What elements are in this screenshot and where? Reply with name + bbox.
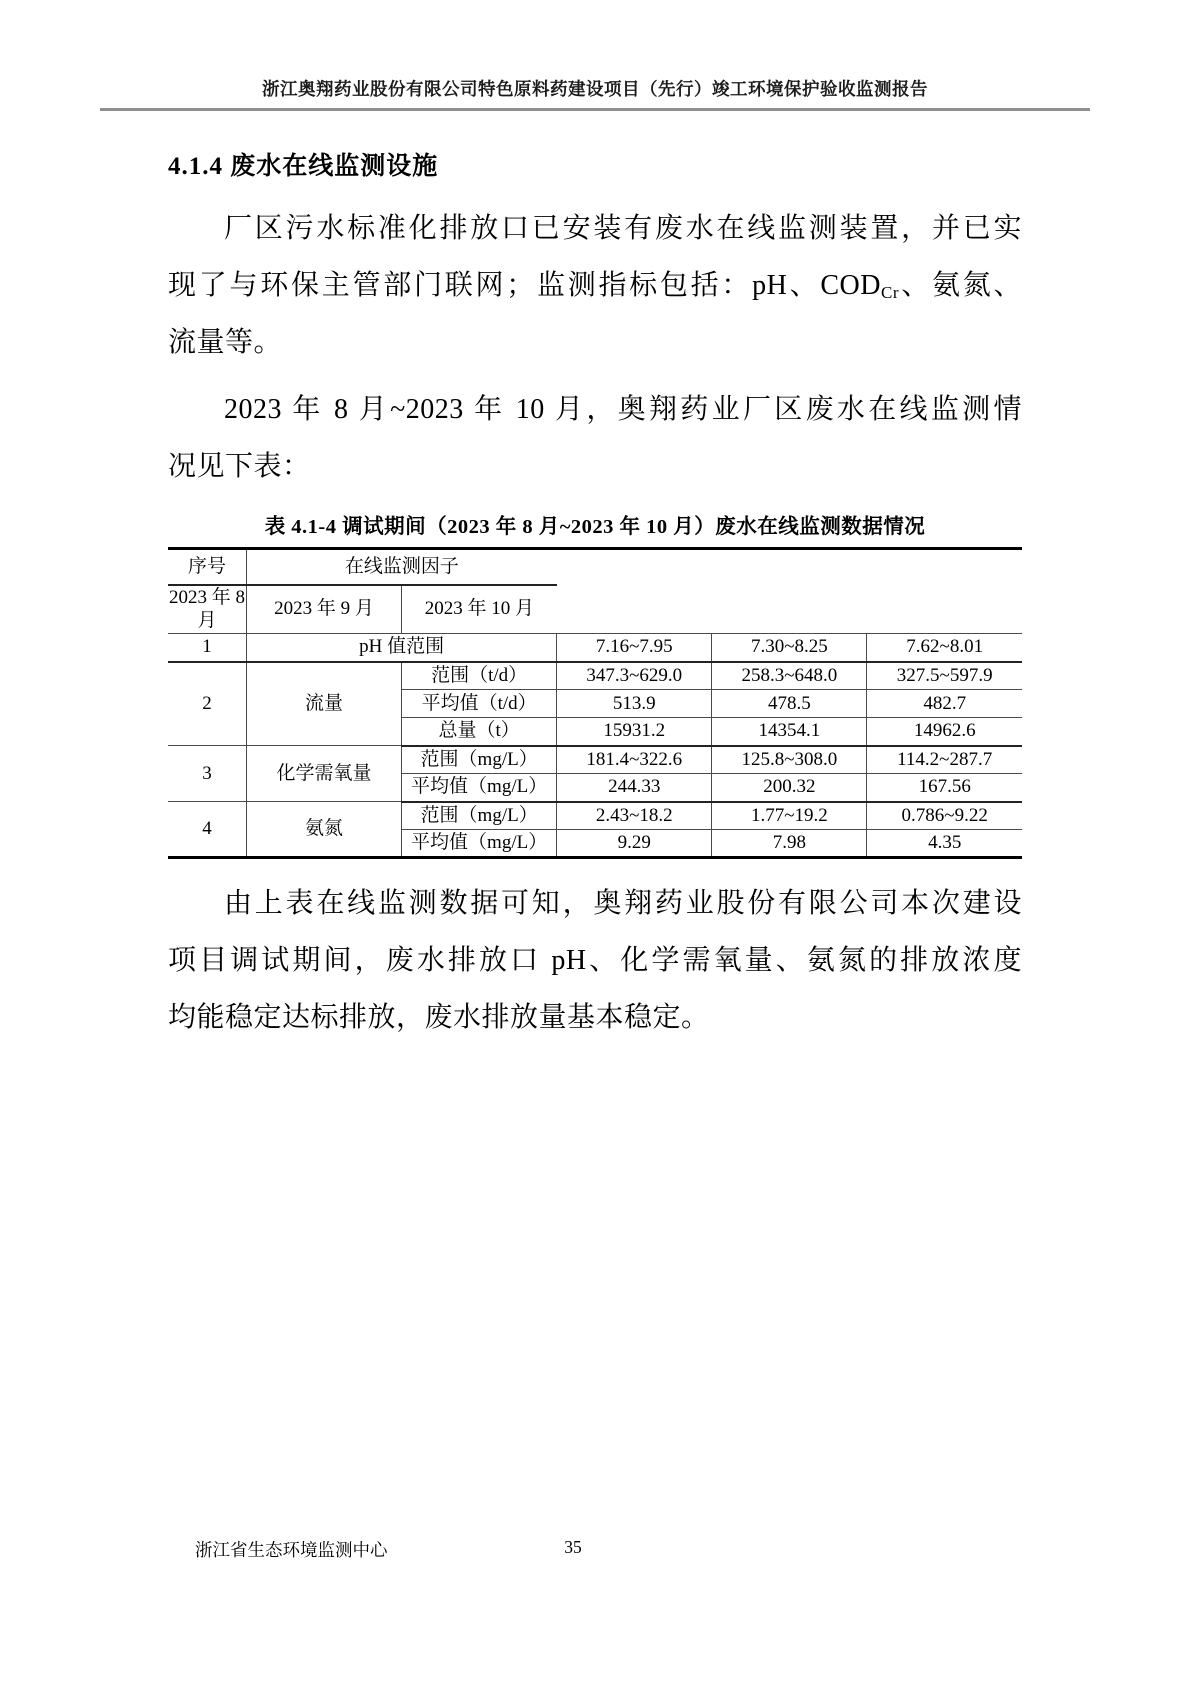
- cell-value: 181.4~322.6: [557, 746, 712, 774]
- cell-value: 7.98: [712, 830, 867, 858]
- page-number: 35: [564, 1537, 582, 1557]
- cell-factor: 化学需氧量: [247, 746, 402, 802]
- cell-sublabel: 平均值（mg/L）: [402, 830, 557, 858]
- paragraph-line: 均能稳定达标排放，废水排放量基本稳定。: [168, 1002, 710, 1033]
- cell-value: 114.2~287.7: [867, 746, 1022, 774]
- cell-value: 478.5: [712, 690, 867, 718]
- cell-value: 1.77~19.2: [712, 802, 867, 830]
- col-header-factor: 在线监测因子: [247, 549, 557, 585]
- col-header-sep: 2023 年 9 月: [247, 585, 402, 634]
- cell-sublabel: 范围（t/d）: [402, 662, 557, 690]
- header-divider: [100, 108, 1090, 111]
- cell-index: 2: [168, 662, 247, 746]
- paragraph-line: 项目调试期间，废水排放口 pH、化学需氧量、氨氮的排放浓度: [168, 945, 1022, 976]
- cell-value: 7.62~8.01: [867, 634, 1022, 662]
- cell-index: 4: [168, 802, 247, 858]
- cell-value: 4.35: [867, 830, 1022, 858]
- subscript-cr: Cr: [881, 283, 899, 302]
- cell-value: 513.9: [557, 690, 712, 718]
- cell-value: 9.29: [557, 830, 712, 858]
- table-row-ph: [168, 634, 1022, 662]
- text-run: 现了与环保主管部门联网；监测指标包括：pH、COD: [168, 270, 881, 301]
- cell-value: 347.3~629.0: [557, 662, 712, 690]
- paragraph-line: 流量等。: [168, 327, 283, 358]
- cell-value: 482.7: [867, 690, 1022, 718]
- cell-value: 125.8~308.0: [712, 746, 867, 774]
- section-heading: 4.1.4 废水在线监测设施: [168, 153, 439, 180]
- text-run: 、氨氮、: [899, 270, 1022, 301]
- cell-sublabel: 总量（t）: [402, 718, 557, 746]
- col-header-aug: 2023 年 8 月: [168, 585, 247, 634]
- cell-sublabel: 范围（mg/L）: [402, 746, 557, 774]
- cell-value: 15931.2: [557, 718, 712, 746]
- table-caption: 表 4.1-4 调试期间（2023 年 8 月~2023 年 10 月）废水在线监测数据情况: [264, 516, 926, 538]
- cell-value: 2.43~18.2: [557, 802, 712, 830]
- table-row-cod-range: [168, 746, 1022, 774]
- running-header: 浙江奥翔药业股份有限公司特色原料药建设项目（先行）竣工环境保护验收监测报告: [262, 79, 928, 99]
- cell-value: 7.30~8.25: [712, 634, 867, 662]
- paragraph-line: 况见下表：: [168, 451, 311, 482]
- paragraph-line: 2023 年 8 月~2023 年 10 月，奥翔药业厂区废水在线监测情: [224, 394, 1022, 425]
- cell-value: 7.16~7.95: [557, 634, 712, 662]
- cell-value: 258.3~648.0: [712, 662, 867, 690]
- cell-factor: 氨氮: [247, 802, 402, 858]
- monitoring-data-table: [168, 547, 1022, 859]
- cell-value: 14354.1: [712, 718, 867, 746]
- cell-sublabel: 平均值（t/d）: [402, 690, 557, 718]
- cell-sublabel: 平均值（mg/L）: [402, 774, 557, 802]
- col-header-oct: 2023 年 10 月: [402, 585, 557, 634]
- cell-value: 200.32: [712, 774, 867, 802]
- table-row-nh3-range: [168, 802, 1022, 830]
- cell-factor: 流量: [247, 662, 402, 746]
- table-row-flow-range: [168, 662, 1022, 690]
- cell-index: 3: [168, 746, 247, 802]
- paragraph-line: 厂区污水标准化排放口已安装有废水在线监测装置，并已实: [224, 213, 1022, 244]
- table-header-row: [168, 549, 1022, 585]
- paragraph-line: 由上表在线监测数据可知，奥翔药业股份有限公司本次建设: [224, 888, 1022, 919]
- col-header-index: 序号: [168, 549, 247, 585]
- cell-index: 1: [168, 634, 247, 662]
- cell-value: 244.33: [557, 774, 712, 802]
- page-content: [168, 140, 1022, 1056]
- paragraph-3: [168, 875, 1022, 1046]
- cell-value: 14962.6: [867, 718, 1022, 746]
- paragraph-1: [168, 200, 1022, 371]
- footer-organization: 浙江省生态环境监测中心: [195, 1540, 388, 1560]
- cell-sublabel: 范围（mg/L）: [402, 802, 557, 830]
- cell-value: 167.56: [867, 774, 1022, 802]
- cell-factor: pH 值范围: [247, 634, 557, 662]
- paragraph-2: [168, 381, 1022, 495]
- paragraph-line: [168, 257, 1022, 314]
- cell-value: 0.786~9.22: [867, 802, 1022, 830]
- cell-value: 327.5~597.9: [867, 662, 1022, 690]
